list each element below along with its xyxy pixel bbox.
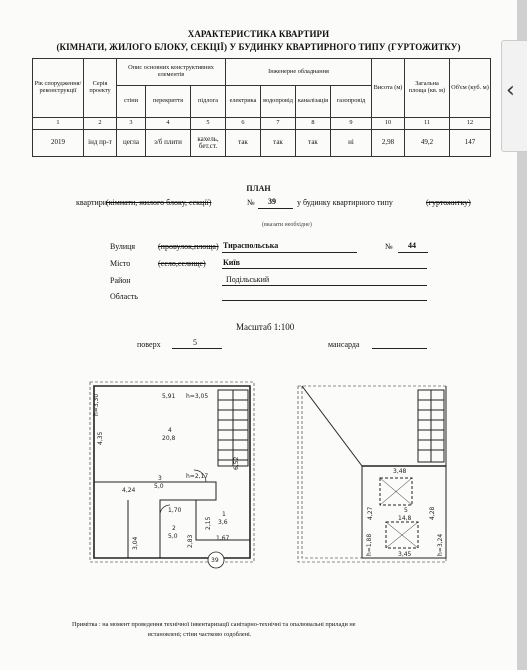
chevron-left-icon[interactable]: ‹ xyxy=(506,78,515,103)
district-value: Подільський xyxy=(226,275,270,284)
col-number: 8 xyxy=(296,118,331,130)
street-value: Тираспольська xyxy=(223,241,279,250)
cell-slabs: з/б плити xyxy=(146,130,191,157)
dim-label: 4,28 xyxy=(429,506,436,520)
cell-walls: цегла xyxy=(117,130,146,157)
room-area: 5,0 xyxy=(168,533,178,540)
cell-water: так xyxy=(261,130,296,157)
col-number: 11 xyxy=(405,118,450,130)
city-value: Київ xyxy=(223,258,240,267)
header-floor: підлога xyxy=(191,86,226,118)
dim-label: 4,27 xyxy=(367,506,374,520)
plan-title: ПЛАН xyxy=(246,184,271,193)
dim-label: 3,04 xyxy=(132,536,139,550)
dim-label: 6,52 xyxy=(233,456,240,470)
plan-line-prefix: квартири xyxy=(76,198,108,207)
street-label: Вулиця xyxy=(110,242,136,251)
city-label: Місто xyxy=(110,259,131,268)
apartment-badge-number: 39 xyxy=(211,557,219,564)
header-materials: Опис основних конструктивних елементів xyxy=(117,59,226,86)
header-slabs: перекриття xyxy=(146,86,191,118)
plan-hint: (вказати необхідне) xyxy=(262,222,312,228)
header-height: Висота (м) xyxy=(372,59,405,118)
street-struck: (провулок,площа) xyxy=(158,242,219,251)
room-number: 5 xyxy=(404,507,408,514)
room-area: 3,6 xyxy=(218,519,228,526)
cell-volume: 147 xyxy=(450,130,491,157)
header-series: Серія проекту xyxy=(84,59,117,118)
col-number: 10 xyxy=(372,118,405,130)
header-sewer: каналізація xyxy=(296,86,331,118)
room-area: 14,8 xyxy=(398,515,412,522)
dim-label: 3,48 xyxy=(393,468,407,475)
col-number: 4 xyxy=(146,118,191,130)
room-area: 20,8 xyxy=(162,435,176,442)
house-no-label: № xyxy=(385,242,393,251)
floor-label: поверх xyxy=(137,340,161,349)
cell-series: інд пр-т xyxy=(84,130,117,157)
dim-label: 5,91 xyxy=(162,393,176,400)
room-number: 2 xyxy=(172,525,176,532)
district-label: Район xyxy=(110,276,131,285)
dim-label: 1,70 xyxy=(168,507,182,514)
floor-value: 5 xyxy=(193,338,197,347)
apartment-number: 39 xyxy=(268,197,276,206)
header-area: Загальна площа (кв. м) xyxy=(405,59,450,118)
col-number: 12 xyxy=(450,118,491,130)
document-subtitle: (КІМНАТИ, ЖИЛОГО БЛОКУ, СЕКЦІЇ) У БУДИНКУ КВАРТИРНОГО ТИПУ (ГУРТОЖИТКУ) xyxy=(56,42,461,52)
col-number: 3 xyxy=(117,118,146,130)
col-number: 6 xyxy=(226,118,261,130)
dim-label: h=3,05 xyxy=(186,393,209,400)
cell-gas: ні xyxy=(331,130,372,157)
col-number: 9 xyxy=(331,118,372,130)
cell-floor: кахель, бет.ст. xyxy=(191,130,226,157)
col-number: 7 xyxy=(261,118,296,130)
col-number: 5 xyxy=(191,118,226,130)
dim-label: 2,15 xyxy=(205,516,212,530)
header-water: водопровід xyxy=(261,86,296,118)
header-walls: стіни xyxy=(117,86,146,118)
dim-label: 1,67 xyxy=(216,535,230,542)
dim-label: h=1,88 xyxy=(366,533,373,556)
room-number: 1 xyxy=(222,511,226,518)
plan-line-struck2: (гуртожитку) xyxy=(426,198,471,207)
header-electric: електрика xyxy=(226,86,261,118)
dim-label: 2,83 xyxy=(187,534,194,548)
house-no-value: 44 xyxy=(408,241,416,250)
cell-area: 49,2 xyxy=(405,130,450,157)
city-struck: (село,селище) xyxy=(158,259,206,268)
col-number: 1 xyxy=(33,118,84,130)
dim-label: 3,45 xyxy=(398,551,412,558)
dim-label: h=3,24 xyxy=(437,533,444,556)
room-number: 4 xyxy=(168,427,172,434)
plan-line-mid: у будинку квартирного типу xyxy=(297,198,393,207)
cell-sewer: так xyxy=(296,130,331,157)
header-year: Рік спорудження/реконструкції xyxy=(33,59,84,118)
cell-year: 2019 xyxy=(33,130,84,157)
attic-label: мансарда xyxy=(328,340,360,349)
header-volume: Об'єм (куб. м) xyxy=(450,59,491,118)
dim-label: h=2,17 xyxy=(186,473,209,480)
scale-label: Масштаб 1:100 xyxy=(236,322,295,332)
room-area: 5,0 xyxy=(154,483,164,490)
cell-height: 2,98 xyxy=(372,130,405,157)
footnote-line1: Примітка : на момент проведення технічної інвентаризації санітарно-технічні та опалювальні прилади не xyxy=(72,621,356,628)
dim-label: h=3,30 xyxy=(93,393,100,416)
cell-electric: так xyxy=(226,130,261,157)
room-number: 3 xyxy=(158,475,162,482)
document-title: ХАРАКТЕРИСТИКА КВАРТИРИ xyxy=(187,29,330,39)
footnote-line2: встановлені; стіни частково оздоблені. xyxy=(148,631,252,638)
plan-no-label: № xyxy=(247,198,255,207)
plan-line-struck: (кімнати, жилого блоку, секції) xyxy=(106,198,212,207)
region-label: Область xyxy=(110,292,138,301)
header-engineering: Інженерне обладнання xyxy=(226,59,372,86)
dim-label: 4,35 xyxy=(97,431,104,445)
dim-label: 4,24 xyxy=(122,487,136,494)
col-number: 2 xyxy=(84,118,117,130)
header-gas: газопровід xyxy=(331,86,372,118)
